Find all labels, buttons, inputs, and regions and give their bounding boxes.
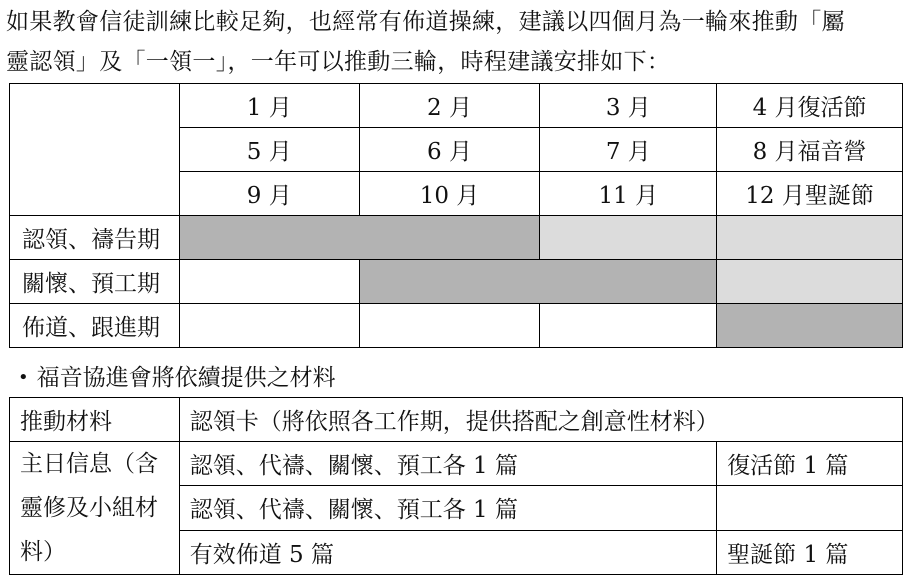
materials-label: 主日信息（含靈修及小組材料） [10, 442, 180, 575]
phase-bar-light [540, 216, 717, 260]
month-row-1 [10, 84, 903, 128]
materials-table [9, 397, 903, 575]
materials-row-sermon-1 [10, 442, 903, 486]
phase-empty-cell [179, 260, 359, 304]
materials-label: 推動材料 [10, 398, 180, 442]
month-cell: 1 月 [179, 84, 359, 128]
month-cell: 8 月福音營 [717, 128, 903, 172]
materials-row-promo [10, 398, 903, 442]
materials-extra [717, 486, 903, 530]
phase-label: 佈道、跟進期 [10, 304, 180, 348]
materials-extra: 聖誕節 1 篇 [717, 530, 903, 574]
phase-row-claim-pray [10, 216, 903, 260]
materials-item: 認領、代禱、關懷、預工各 1 篇 [179, 486, 716, 530]
month-cell: 12 月聖誕節 [717, 172, 903, 216]
intro-line-2: 靈認領」及「一領一」，一年可以推動三輪，時程建議安排如下： [6, 49, 671, 75]
phase-row-care-prework [10, 260, 903, 304]
month-cell: 10 月 [359, 172, 540, 216]
phase-label: 關懷、預工期 [10, 260, 180, 304]
intro-line-1: 如果教會信徒訓練比較足夠，也經常有佈道操練，建議以四個月為一輪來推動「屬 [6, 9, 845, 35]
materials-note [18, 359, 336, 392]
month-cell: 7 月 [540, 128, 717, 172]
phase-bar-dark [717, 304, 903, 348]
materials-value: 認領卡（將依照各工作期，提供搭配之創意性材料） [179, 398, 902, 442]
month-cell: 6 月 [359, 128, 540, 172]
materials-item: 有效佈道 5 篇 [179, 530, 716, 574]
corner-cell [10, 84, 180, 216]
materials-extra: 復活節 1 篇 [717, 442, 903, 486]
bullet-icon: • [18, 367, 29, 388]
month-cell: 3 月 [540, 84, 717, 128]
month-cell: 11 月 [540, 172, 717, 216]
intro-paragraph [6, 2, 912, 82]
month-cell: 2 月 [359, 84, 540, 128]
month-cell: 4 月復活節 [717, 84, 903, 128]
phase-empty-cell [179, 304, 359, 348]
phase-row-evangelism-followup [10, 304, 903, 348]
phase-bar-dark [359, 260, 717, 304]
phase-bar-light [717, 260, 903, 304]
phase-label: 認領、禱告期 [10, 216, 180, 260]
note-text: 福音協進會將依續提供之材料 [36, 365, 336, 391]
materials-item: 認領、代禱、關懷、預工各 1 篇 [179, 442, 716, 486]
phase-empty-cell [359, 304, 540, 348]
phase-bar-dark [179, 216, 540, 260]
month-cell: 5 月 [179, 128, 359, 172]
schedule-table [9, 83, 903, 348]
phase-bar-light [717, 216, 903, 260]
phase-empty-cell [540, 304, 717, 348]
month-cell: 9 月 [179, 172, 359, 216]
